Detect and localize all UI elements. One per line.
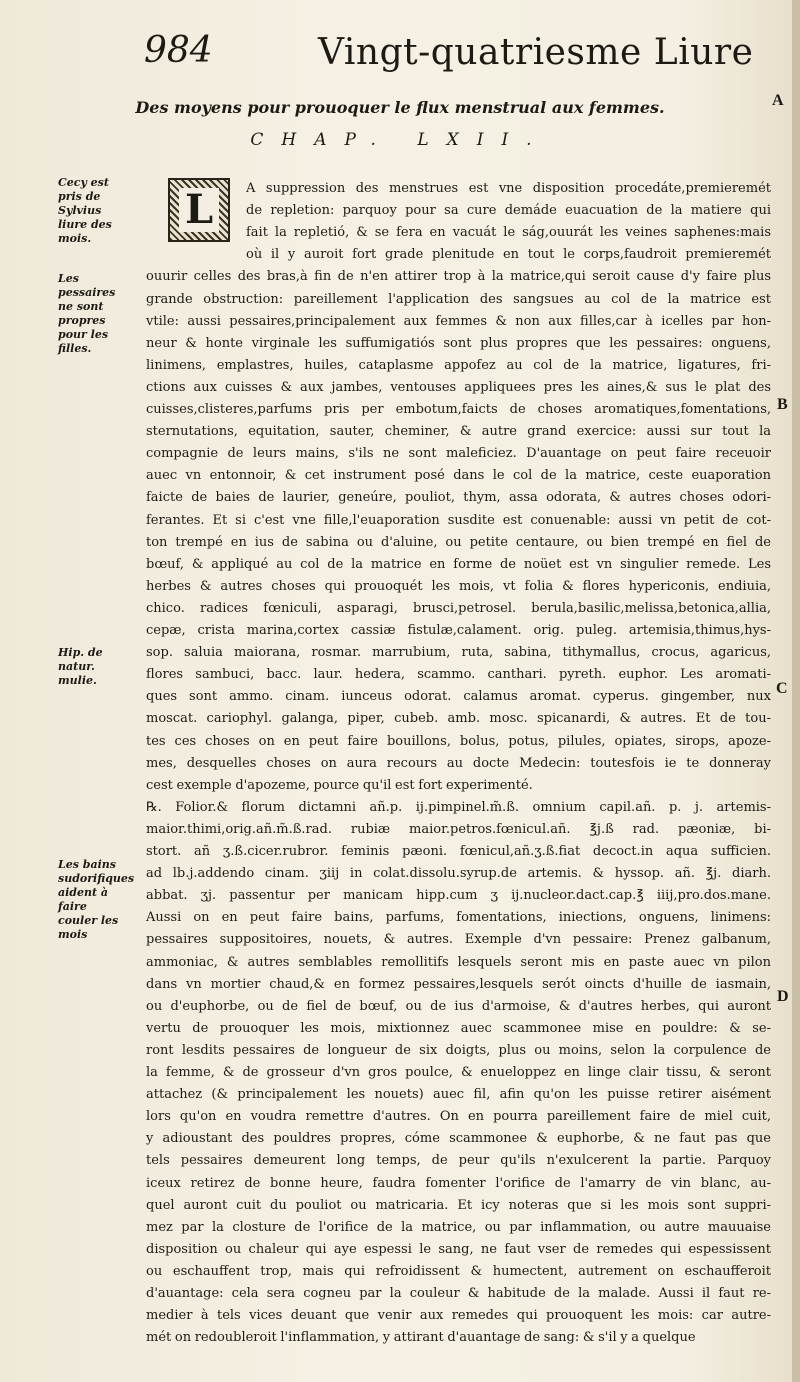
text-line: attachez (& principalement les nouets) auec fil, afin qu'on les puisse retirer aisément	[146, 1087, 771, 1103]
text-line: ques sont ammo. cinam. iunceus odorat. calamus aromat. cyperus. gingember, nux	[146, 689, 771, 705]
text-line: ammoniac, & autres semblables remollitifs lesquels seront mis en paste auec vn pilon	[146, 954, 771, 970]
text-line: pessaires suppositoires, nouets, & autres. Exemple d'vn pessaire: Prenez galbanum,	[146, 932, 771, 948]
text-line: maior.thimi,orig.añ.m̃.ß.rad. rubiæ maior.petros.fœnicul.añ. ℥j.ß rad. pæoniæ, bi-	[146, 821, 771, 837]
text-line: tes ces choses on en peut faire bouillons, bolus, potus, pilules, opiates, sirops, apoze-	[146, 733, 771, 749]
running-title: Vingt-quatriesme Liure	[318, 32, 754, 73]
margin-note: Hip. de natur. mulie.	[58, 646, 103, 687]
text-line: sop. saluia maiorana, rosmar. marrubium, ruta, sabina, tithymallus, crocus, agaricus,	[146, 645, 771, 661]
text-line: Aussi on en peut faire bains, parfums, fomentations, iniections, onguens, linimens:	[146, 910, 771, 926]
text-line: vtile: aussi pessaires,principalement aux femmes & non aux filles,car à icelles par hon-	[146, 313, 771, 329]
text-line: flores sambuci, bacc. laur. hedera, scammo. canthari. pyreth. euphor. Les aromati-	[146, 667, 771, 683]
text-line: abbat. ʒj. passentur per manicam hipp.cum ʒ ij.nucleor.dact.cap.℥ iiij,pro.dos.mane.	[146, 888, 771, 904]
text-line: A suppression des menstrues est vne disposition procedáte,premieremét	[246, 181, 771, 196]
page-number: 984	[144, 30, 213, 71]
chapter-subtitle: Des moyens pour prouoquer le flux menstrual aux femmes.	[135, 98, 665, 117]
text-line: linimens, emplastres, huiles, cataplasme appofez au col de la matrice, ligatures, fri-	[146, 357, 771, 373]
text-line: auec vn entonnoir, & cet instrument posé dans le col de la matrice, ceste euaporation	[146, 468, 771, 484]
page-edge	[792, 0, 800, 1382]
margin-note: Les pessaires ne sont propres pour les filles.	[58, 272, 116, 355]
text-line: mez par la closture de l'orifice de la matrice, ou par inflammation, ou autre mauuaise	[146, 1219, 771, 1235]
text-line: ou d'euphorbe, ou de fiel de bœuf, ou de ius d'armoise, & d'autres herbes, qui auront	[146, 998, 771, 1014]
page-header	[0, 20, 800, 80]
text-line: stort. añ ʒ.ß.cicer.rubror. feminis pæoni. fœnicul,añ.ʒ.ß.fiat decoct.in aqua sufficien.	[146, 844, 771, 859]
text-line: dans vn mortier chaud,& en formez pessaires,lesquels serót oincts d'huille de iasmain,	[146, 976, 771, 992]
text-line: ℞. Folior.& florum dictamni añ.p. ij.pimpinel.m̃.ß. omnium capil.añ. p. j. artemis-	[146, 799, 771, 815]
text-line: tels pessaires demeurent long temps, de peur qu'ils n'exulcerent la partie. Parquoy	[146, 1153, 771, 1169]
text-line: mes, desquelles choses on aura recours au docte Medecin: toutesfois ie te donneray	[146, 755, 771, 771]
text-line: ferantes. Et si c'est vne fille,l'euaporation susdite est conuenable: aussi vn petit de cot-	[146, 512, 771, 528]
text-line: d'auantage: cela sera cogneu par la couleur & habitude de la malade. Aussi il faut re-	[146, 1286, 771, 1301]
text-line: iceux retirez de bonne heure, faudra fomenter l'orifice de l'amarry de vin blanc, au-	[146, 1175, 771, 1191]
section-mark-d: D	[777, 988, 789, 1005]
text-line: fait la repletió, & se fera en vacuát le ság,ouurát les veines saphenes:mais	[246, 225, 771, 241]
text-line: faicte de baies de laurier, geneúre, pouliot, thym, assa odorata, & autres choses odori-	[146, 490, 771, 506]
margin-note: Cecy est pris de Sylvius liure des mois.	[58, 176, 112, 245]
text-line: moscat. cariophyl. galanga, piper, cubeb. amb. mosc. spicanardi, & autres. Et de tou-	[146, 711, 771, 727]
text-line: sternutations, equitation, sauter, cheminer, & autre grand exercice: aussi sur tout la	[146, 424, 771, 440]
ornamental-drop-cap	[168, 178, 230, 242]
text-line: ront lesdits pessaires de longueur de six doigts, plus ou moins, selon la corpulence de	[146, 1042, 771, 1058]
section-mark-b: B	[777, 396, 788, 413]
text-line: grande obstruction: pareillement l'application des sangsues au col de la matrice est	[146, 291, 771, 307]
text-line: ou eschauffent trop, mais qui refroidissent & humectent, autrement on eschaufferoit	[146, 1263, 771, 1279]
margin-note: Les bains sudorifiques aident à faire couler les mois	[58, 858, 135, 941]
text-line: compagnie de leurs mains, s'ils ne sont maleficiez. D'auantage on peut faire receuoir	[146, 446, 771, 462]
text-line: ton trempé en ius de sabina ou d'aluine, ou petite centaure, ou bien trempé en fiel de	[146, 534, 771, 550]
text-line: neur & honte virginale les suffumigatiós sont plus propres que les pessaires: onguens,	[146, 335, 771, 351]
section-mark-a: A	[772, 92, 784, 109]
text-line: vertu de prouoquer les mois, mixtionnez auec scammonee mise en pouldre: & se-	[146, 1020, 771, 1036]
text-line: de repletion: parquoy pour sa cure demáde euacuation de la matiere qui	[246, 203, 771, 219]
chapter-heading: CHAP. LXII.	[250, 130, 550, 150]
text-line: mét on redoubleroit l'inflammation, y attirant d'auantage de sang: & s'il y a quelque	[146, 1330, 696, 1346]
text-line: y adioustant des pouldres propres, cóme scammonee & euphorbe, & ne faut pas que	[146, 1131, 771, 1147]
text-line: medier à tels vices deuant que venir aux remedes qui prouoquent les mois: car autre-	[146, 1308, 771, 1324]
text-line: quel auront cuit du pouliot ou matricaria. Et icy noteras que si les mois sont suppri-	[146, 1197, 771, 1213]
text-line: herbes & autres choses qui prouoquét les mois, vt folia & flores hypericonis, endiuia,	[146, 578, 771, 594]
text-line: ouurir celles des bras,à fin de n'en attirer trop à la matrice,qui seroit cause d'y faire plus	[146, 269, 771, 285]
text-line: cepæ, crista marina,cortex cassiæ fistulæ,calament. orig. puleg. artemisia,thimus,hys-	[146, 623, 771, 638]
section-mark-c: C	[776, 680, 788, 697]
text-line: disposition ou chaleur qui aye espessi le sang, ne faut vser de remedes qui espessissent	[146, 1241, 771, 1257]
text-line: ad lb.j.addendo cinam. ʒiij in colat.dissolu.syrup.de artemis. & hyssop. añ. ℥j. diarh.	[146, 866, 771, 882]
drop-cap-letter: L	[179, 188, 219, 232]
text-line: ctions aux cuisses & aux jambes, ventouses appliquees pres les aines,& sus le plat des	[146, 379, 771, 395]
text-line: chico. radices fœniculi, asparagi, brusci,petrosel. berula,basilic,melissa,betonica,allia,	[146, 600, 771, 616]
text-line: la femme, & de grosseur d'vn gros poulce, & enueloppez en linge clair tissu, & seront	[146, 1065, 771, 1080]
text-line: cest exemple d'apozeme, pource qu'il est fort experimenté.	[146, 777, 533, 793]
text-line: lors qu'on en voudra remettre d'autres. On en pourra pareillement faire de miel cuit,	[146, 1109, 771, 1125]
text-line: cuisses,clisteres,parfums pris per embotum,faicts de choses aromatiques,fomentations,	[146, 402, 771, 417]
text-line: bœuf, & appliqué au col de la matrice en forme de noüet est vn singulier remede. Les	[146, 556, 771, 572]
text-line: où il y auroit fort grade plenitude en tout le corps,faudroit premieremét	[246, 247, 771, 263]
